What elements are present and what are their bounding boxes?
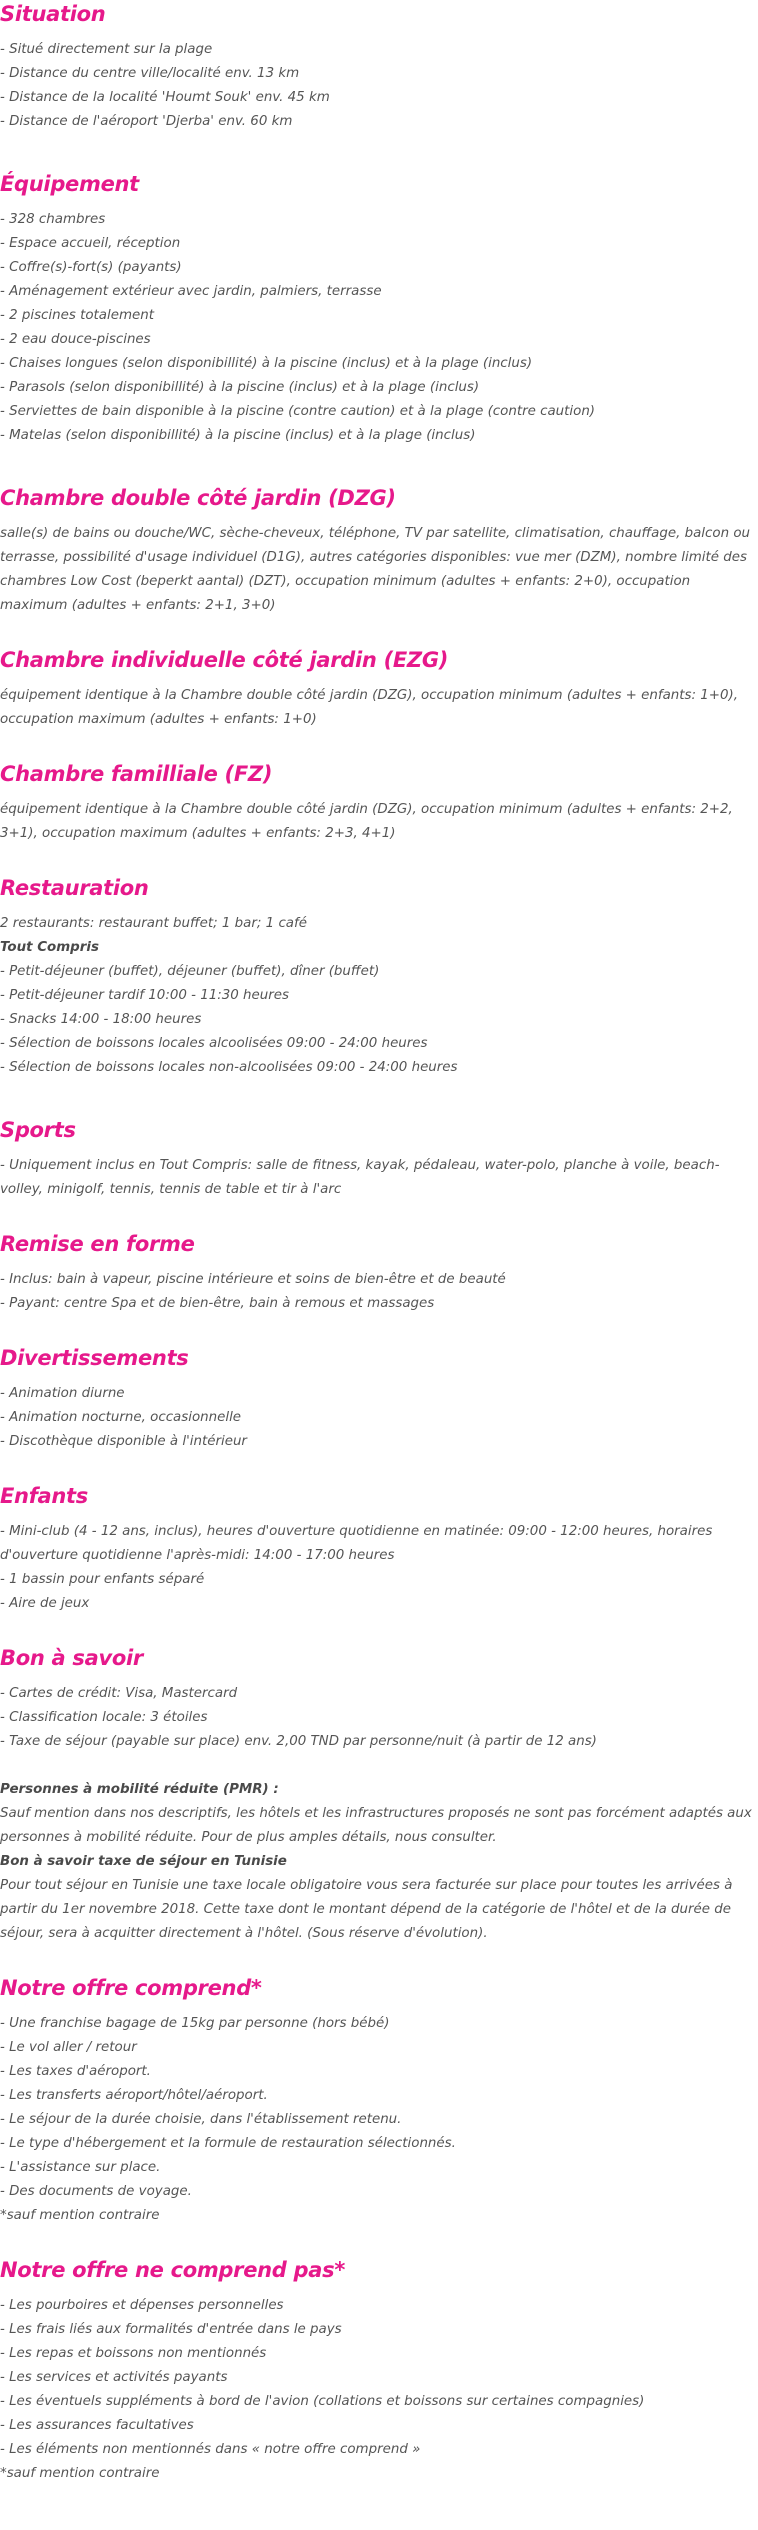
list-item: - Inclus: bain à vapeur, piscine intérieure et soins de bien-être et de beauté: [0, 1272, 506, 1287]
list-item: - Discothèque disponible à l'intérieur: [0, 1434, 247, 1449]
bullet-list: [0, 38, 758, 134]
list-item: - Les taxes d'aéroport.: [0, 2064, 151, 2079]
section-chambre-double: [0, 484, 758, 618]
list-item: - Le vol aller / retour: [0, 2040, 137, 2055]
bullet-list: [0, 1568, 758, 1616]
section-bon-a-savoir: [0, 1644, 758, 1946]
list-item: - Situé directement sur la plage: [0, 42, 213, 57]
list-item: - Le type d'hébergement et la formule de restauration sélectionnés.: [0, 2136, 456, 2151]
section-title: Remise en forme: [0, 1232, 195, 1256]
pmr-text: Sauf mention dans nos descriptifs, les hôtels et les infrastructures proposés ne sont pas forcément adaptés aux personnes à mobilité réduite. Pour de plus amples détails, nous consulter.: [0, 1806, 752, 1845]
taxe-tunisie-text: Pour tout séjour en Tunisie une taxe locale obligatoire vous sera facturée sur place pour toutes les arrivées à partir du 1er novembre 2018. Cette taxe dont le montant dépend de la catégorie de l'hôtel et de la durée de séjour, sera à acquitter directement à l'hôtel. (Sous réserve d'évolution).: [0, 1878, 733, 1941]
list-item: - Les repas et boissons non mentionnés: [0, 2346, 267, 2361]
bullet-list: [0, 1382, 758, 1454]
list-item: - Les transferts aéroport/hôtel/aéroport.: [0, 2088, 268, 2103]
room-description: salle(s) de bains ou douche/WC, sèche-cheveux, téléphone, TV par satellite, climatisation, chauffage, balcon ou terrasse, possibilité d'usage individuel (D1G), autres catégories disponibles: vue mer (DZM), nombre limité des chambres Low Cost (beperkt aantal) (DZT), occupation minimum (adultes + enfants: 2+0), occupation maximum (adultes + enfants: 2+1, 3+0): [0, 526, 751, 613]
list-item: - Sélection de boissons locales alcoolisées 09:00 - 24:00 heures: [0, 1036, 428, 1051]
section-title: Notre offre comprend*: [0, 1976, 262, 2000]
section-title: Enfants: [0, 1484, 88, 1508]
section-situation: [0, 0, 758, 134]
subheading-tout-compris: Tout Compris: [0, 940, 99, 955]
bullet-list: [0, 2012, 758, 2204]
list-item: - Taxe de séjour (payable sur place) env. 2,00 TND par personne/nuit (à partir de 12 ans): [0, 1734, 597, 1749]
list-item: - Les éléments non mentionnés dans « notre offre comprend »: [0, 2442, 421, 2457]
room-description: équipement identique à la Chambre double côté jardin (DZG), occupation minimum (adultes + enfants: 1+0), occupation maximum (adultes + enfants: 1+0): [0, 688, 739, 727]
list-item: - 2 piscines totalement: [0, 308, 154, 323]
sports-text: - Uniquement inclus en Tout Compris: salle de fitness, kayak, pédaleau, water-polo, planche à voile, beach-volley, minigolf, tennis, tennis de table et tir à l'arc: [0, 1158, 720, 1197]
section-remise-en-forme: [0, 1230, 758, 1316]
list-item: - Distance du centre ville/localité env. 13 km: [0, 66, 300, 81]
list-item: - Les éventuels suppléments à bord de l'avion (collations et boissons sur certaines compagnies): [0, 2394, 645, 2409]
list-item: - 1 bassin pour enfants séparé: [0, 1572, 205, 1587]
section-chambre-familiale: [0, 760, 758, 846]
bullet-list: [0, 1682, 758, 1754]
list-item: - Petit-déjeuner tardif 10:00 - 11:30 heures: [0, 988, 289, 1003]
bullet-list: [0, 1268, 758, 1316]
restaurant-summary: 2 restaurants: restaurant buffet; 1 bar; 1 café: [0, 916, 307, 931]
list-item: - Animation nocturne, occasionnelle: [0, 1410, 242, 1425]
list-item: - Distance de l'aéroport 'Djerba' env. 60 km: [0, 114, 293, 129]
list-item: - 2 eau douce-piscines: [0, 332, 151, 347]
bullet-list: [0, 960, 758, 1080]
list-item: - Une franchise bagage de 15kg par personne (hors bébé): [0, 2016, 390, 2031]
kids-club-text: - Mini-club (4 - 12 ans, inclus), heures d'ouverture quotidienne en matinée: 09:00 - 12:00 heures, horaires d'ouverture quotidienne l'après-midi: 14:00 - 17:00 heures: [0, 1524, 713, 1563]
section-restauration: [0, 874, 758, 1080]
list-item: - Les pourboires et dépenses personnelles: [0, 2298, 284, 2313]
list-item: - Serviettes de bain disponible à la piscine (contre caution) et à la plage (contre caution): [0, 404, 596, 419]
subheading-taxe-tunisie: Bon à savoir taxe de séjour en Tunisie: [0, 1854, 287, 1869]
list-item: - Chaises longues (selon disponibillité) à la piscine (inclus) et à la plage (inclus): [0, 356, 533, 371]
list-item: - Espace accueil, réception: [0, 236, 181, 251]
section-title: Restauration: [0, 876, 149, 900]
bullet-list: [0, 208, 758, 448]
footnote: *sauf mention contraire: [0, 2208, 160, 2223]
section-enfants: [0, 1482, 758, 1616]
section-title: Notre offre ne comprend pas*: [0, 2258, 346, 2282]
section-title: Divertissements: [0, 1346, 189, 1370]
list-item: - Petit-déjeuner (buffet), déjeuner (buffet), dîner (buffet): [0, 964, 380, 979]
list-item: - Cartes de crédit: Visa, Mastercard: [0, 1686, 238, 1701]
section-title: Chambre double côté jardin (DZG): [0, 486, 396, 510]
list-item: - Des documents de voyage.: [0, 2184, 192, 2199]
list-item: - Les assurances facultatives: [0, 2418, 194, 2433]
list-item: - Payant: centre Spa et de bien-être, bain à remous et massages: [0, 1296, 435, 1311]
list-item: - Matelas (selon disponibillité) à la piscine (inclus) et à la plage (inclus): [0, 428, 476, 443]
list-item: - L'assistance sur place.: [0, 2160, 161, 2175]
bullet-list: [0, 2294, 758, 2462]
section-title: Chambre familliale (FZ): [0, 762, 273, 786]
list-item: - Le séjour de la durée choisie, dans l'établissement retenu.: [0, 2112, 402, 2127]
room-description: équipement identique à la Chambre double côté jardin (DZG), occupation minimum (adultes + enfants: 2+2, 3+1), occupation maximum (adultes + enfants: 2+3, 4+1): [0, 802, 733, 841]
list-item: - Sélection de boissons locales non-alcoolisées 09:00 - 24:00 heures: [0, 1060, 458, 1075]
subheading-pmr: Personnes à mobilité réduite (PMR) :: [0, 1782, 279, 1797]
section-sports: [0, 1116, 758, 1202]
list-item: - Aménagement extérieur avec jardin, palmiers, terrasse: [0, 284, 382, 299]
section-title: Sports: [0, 1118, 76, 1142]
list-item: - Coffre(s)-fort(s) (payants): [0, 260, 182, 275]
section-title: Bon à savoir: [0, 1646, 143, 1670]
list-item: - Aire de jeux: [0, 1596, 90, 1611]
section-title: Situation: [0, 2, 106, 26]
list-item: - Animation diurne: [0, 1386, 125, 1401]
section-offre-ne-comprend-pas: [0, 2256, 758, 2486]
list-item: - Parasols (selon disponibillité) à la piscine (inclus) et à la plage (inclus): [0, 380, 480, 395]
list-item: - Les services et activités payants: [0, 2370, 228, 2385]
section-title: Équipement: [0, 172, 139, 196]
section-chambre-individuelle: [0, 646, 758, 732]
list-item: - 328 chambres: [0, 212, 106, 227]
section-equipement: [0, 170, 758, 448]
list-item: - Snacks 14:00 - 18:00 heures: [0, 1012, 202, 1027]
section-offre-comprend: [0, 1974, 758, 2228]
list-item: - Les frais liés aux formalités d'entrée dans le pays: [0, 2322, 342, 2337]
section-divertissements: [0, 1344, 758, 1454]
section-title: Chambre individuelle côté jardin (EZG): [0, 648, 449, 672]
list-item: - Classification locale: 3 étoiles: [0, 1710, 208, 1725]
list-item: - Distance de la localité 'Houmt Souk' env. 45 km: [0, 90, 330, 105]
footnote: *sauf mention contraire: [0, 2466, 160, 2481]
